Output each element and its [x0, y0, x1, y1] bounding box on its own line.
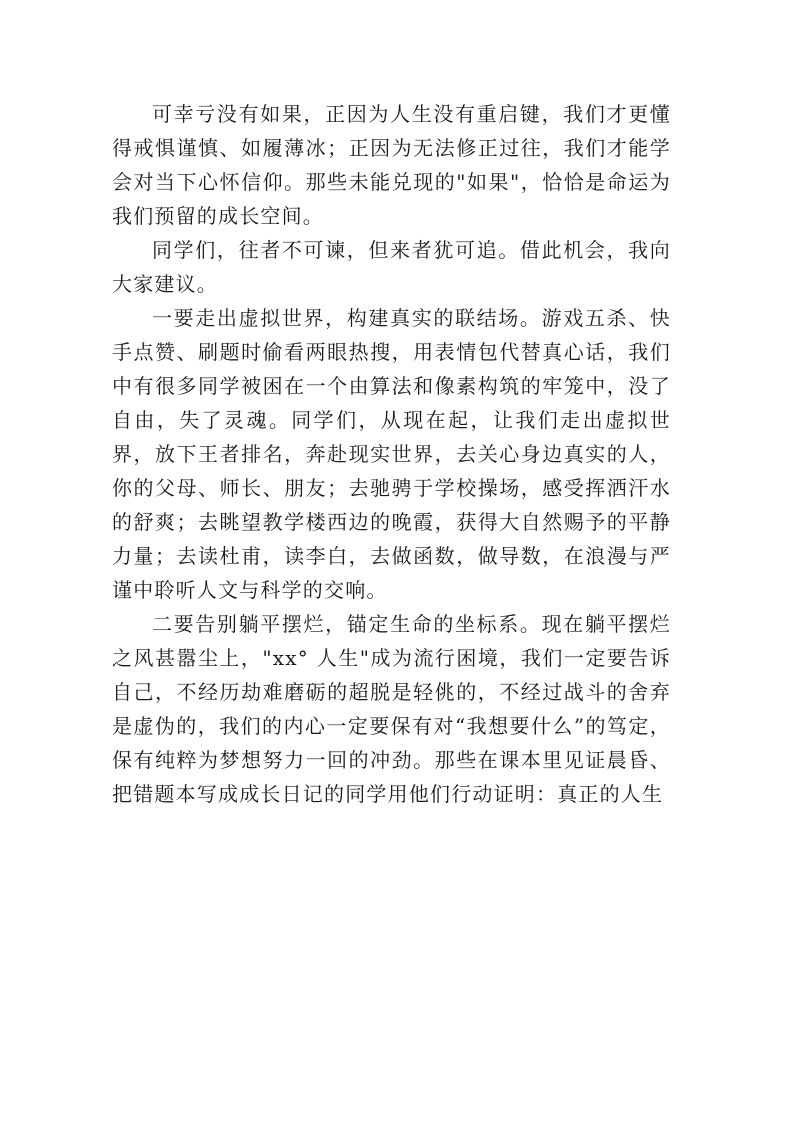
paragraph-leave-virtual-world: 一要走出虚拟世界，构建真实的联结场。游戏五杀、快手点赞、刷题时偷看两眼热搜，用表情包代替真心话，我们中有很多同学被困在一个由算法和像素构筑的牢笼中，没了自由，失了灵魂。同学们，从现在起，让我们走出虚拟世界，放下王者排名，奔赴现实世界，去关心身边真实的人，你的父母、师长、朋友；去驰骋于学校操场，感受挥洒汗水的舒爽；去眺望教学楼西边的晚霞，获得大自然赐予的平静力量；去读杜甫，读李白，去做函数，做导数，在浪漫与严谨中聆听人文与科学的交响。: [112, 306, 671, 602]
paragraph-reject-lying-flat: 二要告别躺平摆烂，锚定生命的坐标系。现在躺平摆烂之风甚嚣尘上，"xx° 人生"成为流行困境，我们一定要告诉自己，不经历劫难磨砺的超脱是轻佻的，不经过战斗的舍弃是虚伪的，我们的内心一定要保有对“我想要什么”的笃定，保有纯粹为梦想努力一回的冲劲。那些在课本里见证晨昏、把错题本写成成长日记的同学用他们行动证明：真正的人生: [112, 612, 671, 806]
paragraph-address-classmates: 同学们，往者不可谏，但来者犹可追。借此机会，我向大家建议。: [112, 238, 671, 296]
paragraph-no-ifs: 可幸亏没有如果，正因为人生没有重启键，我们才更懂得戒惧谨慎、如履薄冰；正因为无法修正过往，我们才能学会对当下心怀信仰。那些未能兑现的"如果"，恰恰是命运为我们预留的成长空间。: [112, 102, 671, 228]
document-body: [112, 97, 671, 811]
